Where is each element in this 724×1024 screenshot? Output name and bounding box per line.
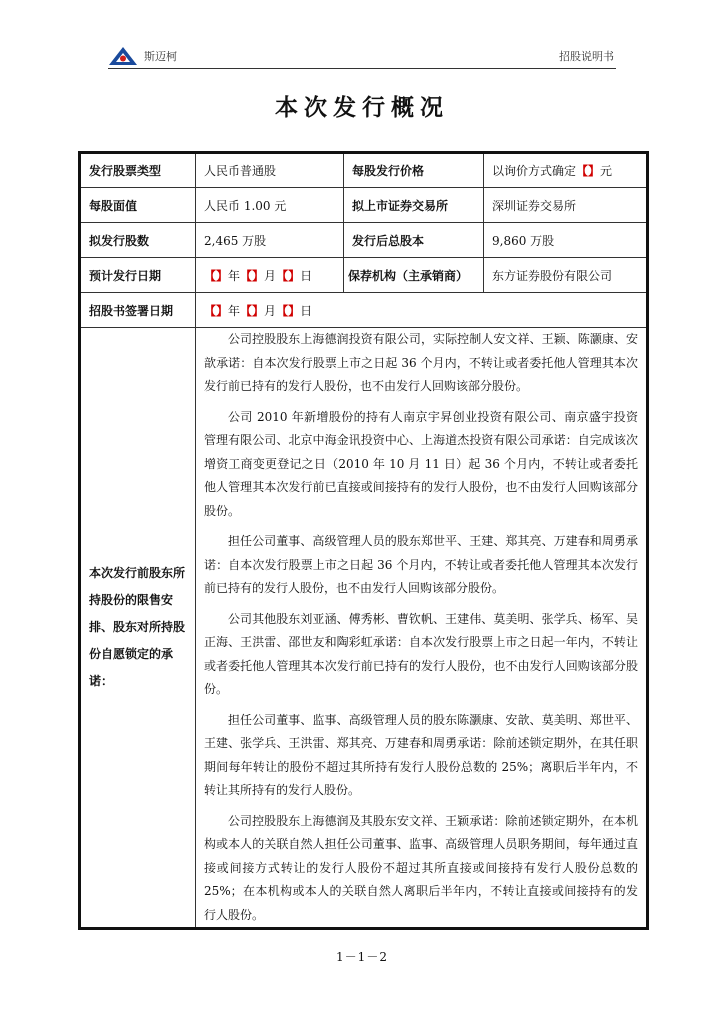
offering-overview-table — [78, 151, 649, 930]
placeholder-mark: 【】 — [576, 164, 601, 178]
field-label: 保荐机构（主承销商） — [344, 258, 484, 293]
lockup-label: 本次发行前股东所持股份的限售安排、股东对所持股份自愿锁定的承诺： — [80, 328, 196, 929]
commitment-paragraph: 公司其他股东刘亚涵、傅秀彬、曹钦帆、王建伟、莫美明、张学兵、杨军、吴正海、王洪雷、邵世友和陶彩虹承诺：自本次发行股票上市之日起一年内，不转让或者委托他人管理其本次发行前已持有的发行人股份，也不由发行人回购该部分股份。 — [204, 611, 638, 696]
field-label: 拟发行股数 — [80, 223, 196, 258]
field-label: 招股书签署日期 — [80, 293, 196, 328]
table-row — [80, 293, 648, 328]
field-value: 人民币普通股 — [196, 153, 344, 188]
field-value: 2,465 万股 — [196, 223, 344, 258]
company-name: 斯迈柯 — [144, 50, 177, 63]
page-title: 本次发行概况 — [275, 94, 449, 121]
commitment-paragraph: 公司控股股东上海德润及其股东安文祥、王颖承诺：除前述锁定期外，在本机构或本人的关联自然人担任公司董事、监事、高级管理人员职务期间，每年通过直接或间接方式转让的发行人股份不超过其所直接或间接持有发行人股份总数的 25%；在本机构或本人的关联自然人离职后半年内，不转让直接或间接持有的发行人股份。 — [204, 813, 638, 922]
table-row — [80, 223, 648, 258]
company-logo-icon — [108, 46, 138, 66]
issue-price-value: 以询价方式确定【】元 — [484, 153, 648, 188]
field-label: 每股面值 — [80, 188, 196, 223]
field-label: 拟上市证券交易所 — [344, 188, 484, 223]
table-row — [80, 153, 648, 188]
table-row — [80, 258, 648, 293]
field-value: 东方证券股份有限公司 — [484, 258, 648, 293]
field-value: 深圳证券交易所 — [484, 188, 648, 223]
table-row — [80, 188, 648, 223]
field-label: 发行后总股本 — [344, 223, 484, 258]
document-type: 招股说明书 — [559, 50, 614, 63]
expected-issue-date: 【】年【】月【】日 — [196, 258, 344, 293]
lockup-row — [80, 328, 648, 929]
field-label: 预计发行日期 — [80, 258, 196, 293]
page-header — [108, 44, 616, 69]
lockup-commitments — [196, 328, 648, 929]
page-number: 1－1－2 — [336, 950, 388, 964]
commitment-paragraph: 担任公司董事、监事、高级管理人员的股东陈灏康、安歆、莫美明、郑世平、王建、张学兵、王洪雷、郑其亮、万建春和周勇承诺：除前述锁定期外，在其任职期间每年转让的股份不超过其所持有发行人股份总数的 25%；离职后半年内，不转让其所持有的发行人股份。 — [204, 712, 638, 797]
commitment-paragraph: 担任公司董事、高级管理人员的股东郑世平、王建、郑其亮、万建春和周勇承诺：自本次发行股票上市之日起 36 个月内，不转让或者委托他人管理其本次发行前已持有的发行人股份，也不由发行人回购该部分股份。 — [204, 534, 638, 595]
field-value: 人民币 1.00 元 — [196, 188, 344, 223]
field-label: 每股发行价格 — [344, 153, 484, 188]
prospectus-signing-date: 【】年【】月【】日 — [196, 293, 648, 328]
field-label: 发行股票类型 — [80, 153, 196, 188]
commitment-paragraph: 公司 2010 年新增股份的持有人南京宇昇创业投资有限公司、南京盛宇投资管理有限公司、北京中海金讯投资中心、上海道杰投资有限公司承诺：自完成该次增资工商变更登记之日（2010 年 10 月 11 日）起 36 个月内，不转让或者委托他人管理其本次发行前已直接或间接持有的发行人股份，也不由发行人回购该部分股份。 — [204, 409, 638, 518]
commitment-paragraph: 公司控股股东上海德润投资有限公司，实际控制人安文祥、王颖、陈灏康、安歆承诺：自本次发行股票上市之日起 36 个月内，不转让或者委托他人管理其本次发行前已持有的发行人股份，也不由发行人回购该部分股份。 — [204, 332, 638, 393]
field-value: 9,860 万股 — [484, 223, 648, 258]
